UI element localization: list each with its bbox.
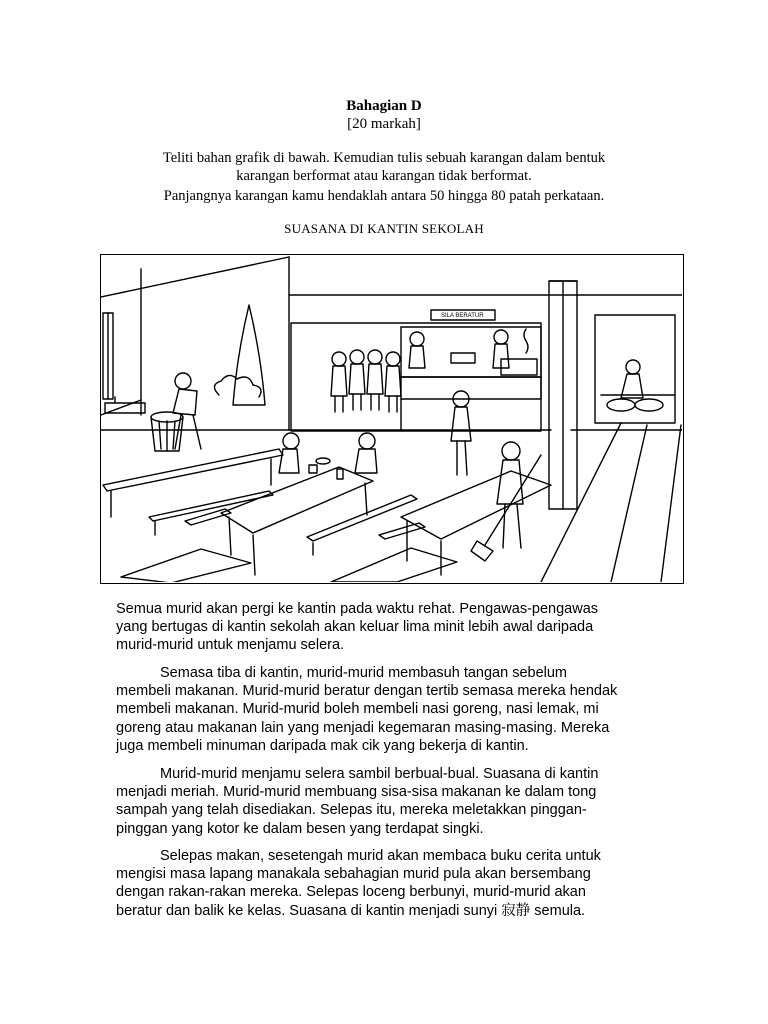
picture-title: SUASANA DI KANTIN SEKOLAH (284, 221, 484, 236)
pillar (549, 281, 577, 509)
sink-area (541, 315, 681, 582)
paragraph-line: Murid-murid menjamu selera sambil berbual-bual. Suasana di kantin (160, 766, 599, 782)
tables-benches (103, 449, 551, 582)
paragraph-line: pinggan yang kotor ke dalam besen yang terdapat singki. (116, 820, 484, 837)
essay-paragraph-1 (116, 600, 656, 655)
left-window (103, 313, 113, 399)
queue-sign-text: SILA BERATUR (441, 313, 484, 319)
paragraph-line: mengisi masa lapang manakala sebahagian murid pula akan bersembang (116, 866, 591, 883)
instruction-line: karangan berformat atau karangan tidak berformat. (236, 168, 532, 184)
essay-paragraph-2 (116, 664, 656, 755)
paragraph-line: juga membeli minuman daripada mak cik yang bekerja di kantin. (116, 737, 529, 754)
pupil-walking (451, 391, 471, 475)
queue-pupils (331, 330, 509, 412)
instruction-line: Panjangnya karangan kamu hendaklah antara 50 hingga 80 patah perkataan. (163, 188, 605, 204)
boy-at-bin (173, 373, 201, 449)
paragraph-line: Semasa tiba di kantin, murid-murid membasuh tangan sebelum (160, 665, 568, 681)
paragraph-line: dengan rakan-rakan mereka. Selepas loceng berbunyi, murid-murid akan (116, 884, 586, 901)
paragraph-line: membeli makanan. Murid-murid boleh membeli nasi goreng, nasi lemak, mi (116, 701, 599, 718)
sink-worker (621, 360, 643, 398)
seated-pupils (279, 433, 377, 479)
paragraph-line: membeli makanan. Murid-murid beratur dengan tertib semasa mereka hendak (116, 683, 618, 700)
paragraph-line: Selepas makan, sesetengah murid akan membaca buku cerita untuk (160, 848, 601, 864)
section-title: Bahagian D (346, 98, 422, 114)
paragraph-line: Semua murid akan pergi ke kantin pada waktu rehat. Pengawas-pengawas (116, 601, 599, 617)
canteen-illustration (100, 254, 684, 584)
paragraph-line: yang bertugas di kantin sekolah akan keluar lima minit lebih awal daripada (116, 619, 594, 636)
paragraph-line: murid-murid untuk menjamu selera. (116, 637, 345, 654)
pupil-sweeping (471, 442, 541, 561)
paragraph-line: beratur dan balik ke kelas. Suasana di kantin menjadi sunyi 寂静 semula. (116, 902, 586, 919)
plant (214, 305, 265, 405)
instruction-line: Teliti bahan grafik di bawah. Kemudian tulis sebuah karangan dalam bentuk (162, 150, 606, 166)
marks-label: [20 markah] (347, 116, 421, 132)
paragraph-line: menjadi meriah. Murid-murid membuang sisa-sisa makanan ke dalam tong (116, 784, 597, 801)
essay-paragraph-3 (116, 765, 656, 838)
paragraph-line: goreng atau makanan lain yang menjadi kegemaran masing-masing. Mereka (116, 719, 610, 736)
paragraph-line: sampah yang telah disediakan. Selepas itu, mereka meletakkan pinggan- (116, 802, 587, 819)
essay-paragraph-4 (116, 847, 656, 920)
serving-counter (291, 310, 541, 431)
